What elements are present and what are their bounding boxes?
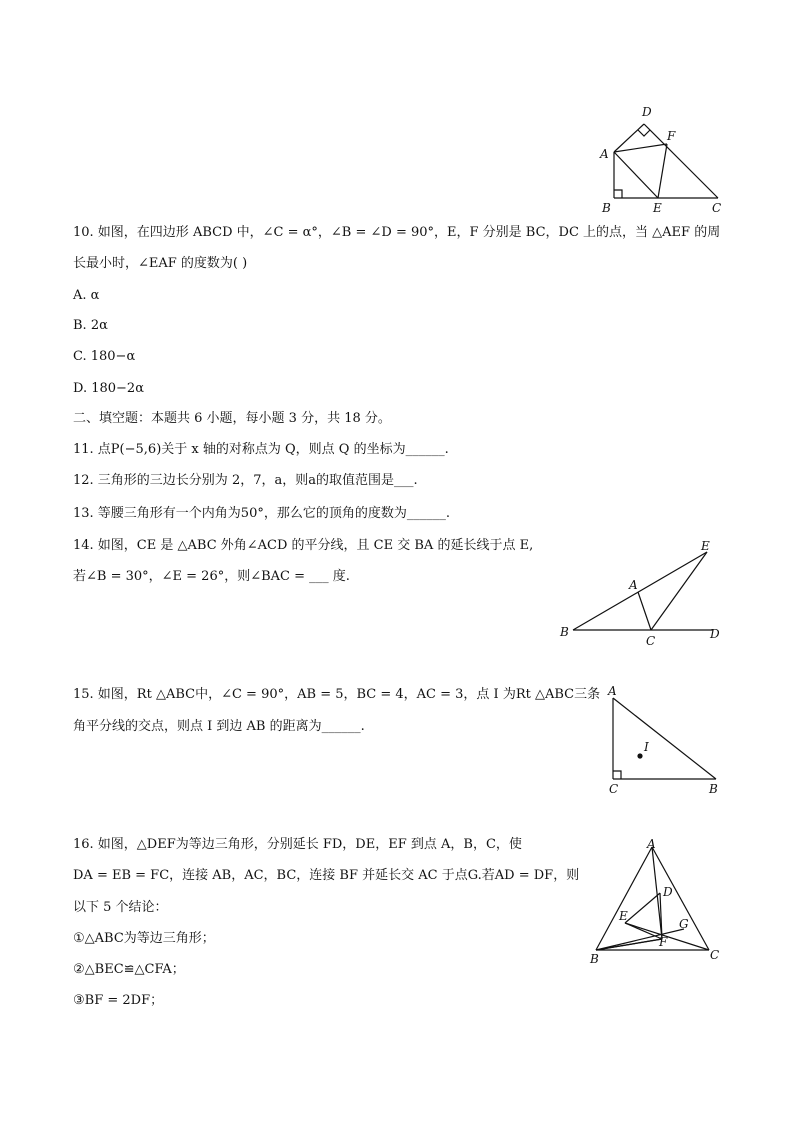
q16-label-F: F bbox=[659, 935, 668, 949]
q16-label-D: D bbox=[663, 885, 673, 899]
q15-label-A: A bbox=[608, 684, 617, 698]
q10-figure bbox=[590, 100, 730, 220]
q13-text: 13. 等腰三角形有一个内角为50°，那么它的顶角的度数为______. bbox=[73, 506, 450, 521]
q15-label-I: I bbox=[644, 740, 649, 754]
q16-figure bbox=[582, 835, 732, 970]
q10-text-line2: 长最小时，∠EAF 的度数为( ) bbox=[73, 256, 248, 271]
q16-text-line3: 以下 5 个结论： bbox=[73, 900, 168, 915]
q16-label-B: B bbox=[590, 952, 599, 966]
q11-text: 11. 点P(−5,6)关于 x 轴的对称点为 Q，则点 Q 的坐标为______. bbox=[73, 442, 449, 457]
q10-label-A: A bbox=[600, 147, 609, 161]
q14-text-line1: 14. 如图，CE 是 △ABC 外角∠ACD 的平分线，且 CE 交 BA 的延长线于点 E, bbox=[73, 538, 534, 553]
q16-label-A: A bbox=[647, 837, 656, 851]
q14-label-C: C bbox=[646, 634, 656, 648]
q16-label-C: C bbox=[710, 948, 720, 962]
q15-figure bbox=[598, 683, 728, 798]
q10-option-a: A. α bbox=[73, 288, 100, 303]
q14-label-D: D bbox=[710, 627, 720, 641]
q10-text-line1: 10. 如图，在四边形 ABCD 中，∠C = α°，∠B = ∠D = 90°，E，F 分别是 BC，DC 上的点，当 △AEF 的周 bbox=[73, 225, 721, 240]
q14-label-E: E bbox=[701, 539, 710, 553]
q10-option-b: B. 2α bbox=[73, 318, 108, 333]
q10-label-D: D bbox=[642, 105, 652, 119]
q16-conclusion-3: ③BF = 2DF； bbox=[73, 993, 164, 1008]
q16-label-G: G bbox=[679, 917, 689, 931]
section-2-title: 二、填空题：本题共 6 小题，每小题 3 分，共 18 分。 bbox=[73, 411, 391, 426]
q10-label-C: C bbox=[712, 201, 722, 215]
q16-text-line1: 16. 如图，△DEF为等边三角形，分别延长 FD，DE，EF 到点 A，B，C，使 bbox=[73, 837, 522, 852]
q14-figure bbox=[555, 535, 730, 650]
q15-text-line1: 15. 如图，Rt △ABC中，∠C = 90°，AB = 5，BC = 4，AC = 3，点 I 为Rt △ABC三条 bbox=[73, 687, 601, 702]
q10-label-F: F bbox=[667, 129, 676, 143]
q12-text: 12. 三角形的三边长分别为 2，7，a，则a的取值范围是___. bbox=[73, 473, 418, 488]
q16-text-line2: DA = EB = FC，连接 AB，AC，BC，连接 BF 并延长交 AC 于点G.若AD = DF，则 bbox=[73, 868, 580, 883]
q10-option-d: D. 180−2α bbox=[73, 381, 144, 396]
q15-label-C: C bbox=[609, 782, 619, 796]
q16-conclusion-2: ②△BEC≌△CFA； bbox=[73, 962, 185, 977]
q16-label-E: E bbox=[619, 909, 628, 923]
q14-label-B: B bbox=[560, 625, 569, 639]
q10-option-c: C. 180−α bbox=[73, 349, 136, 364]
q14-text-line2: 若∠B = 30°，∠E = 26°，则∠BAC = ___ 度. bbox=[73, 569, 350, 584]
q16-conclusion-1: ①△ABC为等边三角形； bbox=[73, 931, 215, 946]
q15-label-B: B bbox=[709, 782, 718, 796]
q15-text-line2: 角平分线的交点，则点 I 到边 AB 的距离为______. bbox=[73, 719, 365, 734]
q10-label-E: E bbox=[653, 201, 662, 215]
q10-label-B: B bbox=[602, 201, 611, 215]
q14-label-A: A bbox=[629, 578, 638, 592]
